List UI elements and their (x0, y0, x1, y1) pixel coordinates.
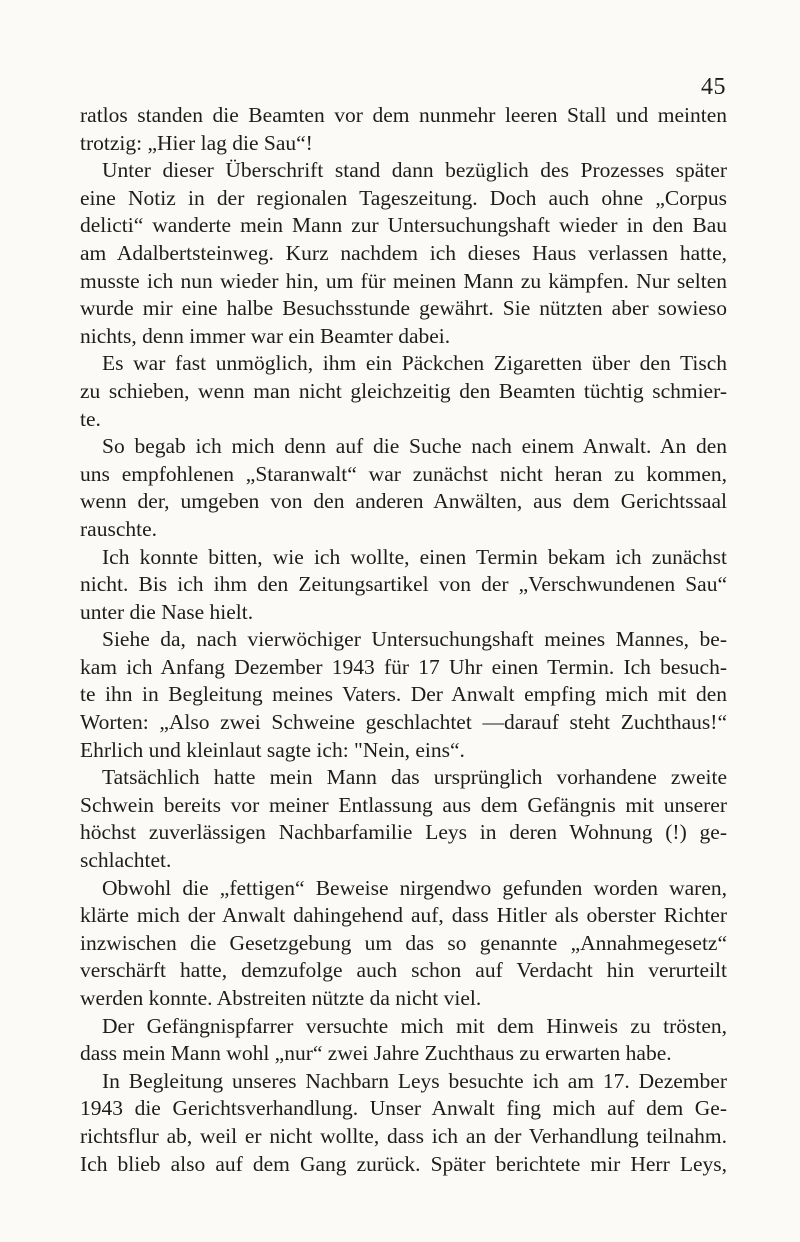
text-line: Obwohl die „fettigen“ Beweise nirgendwo gefunden worden waren, (102, 875, 727, 900)
text-line: Der Gefängnispfarrer versuchte mich mit dem Hinweis zu trösten, (102, 1013, 727, 1038)
text-line: Ich konnte bitten, wie ich wollte, einen Termin bekam ich zunächst (102, 544, 727, 569)
text-line: musste ich nun wieder hin, um für meinen Mann zu kämpfen. Nur selten (80, 268, 727, 293)
text-line: werden konnte. Abstreiten nützte da nicht viel. (80, 986, 482, 1010)
text-line: Unter dieser Überschrift stand dann bezüglich des Prozesses später (102, 158, 727, 183)
text-line: So begab ich mich denn auf die Suche nach einem Anwalt. An den (102, 434, 727, 459)
text-line: unter die Nase hielt. (80, 599, 254, 624)
body-text (80, 102, 727, 1178)
text-line: inzwischen die Gesetzgebung um das so genannte „Annahmegesetz“ (80, 930, 727, 955)
text-line: am Adalbertsteinweg. Kurz nachdem ich dieses Haus verlassen hatte, (80, 240, 727, 265)
text-line: uns empfohlenen „Staranwalt“ war zunächst nicht heran zu kommen, (80, 461, 727, 486)
text-line: nicht. Bis ich ihm den Zeitungsartikel von der „Verschwundenen Sau“ (80, 572, 727, 597)
text-line: ratlos standen die Beamten vor dem nunmehr leeren Stall und meinten (80, 103, 727, 127)
text-line: eine Notiz in der regionalen Tageszeitung. Doch auch ohne „Corpus (80, 185, 727, 210)
text-line: richtsflur ab, weil er nicht wollte, dass ich an der Verhandlung teilnahm. (80, 1123, 727, 1148)
page-number: 45 (701, 74, 726, 100)
text-line: höchst zuverlässigen Nachbarfamilie Leys in deren Wohnung (!) ge- (80, 820, 727, 845)
text-line: In Begleitung unseres Nachbarn Leys besuchte ich am 17. Dezember (102, 1068, 727, 1093)
text-line: Siehe da, nach vierwöchiger Untersuchungshaft meines Mannes, be- (102, 627, 727, 652)
text-line: trotzig: „Hier lag die Sau“! (80, 130, 313, 155)
text-line: rauschte. (80, 516, 158, 541)
text-line: kam ich Anfang Dezember 1943 für 17 Uhr einen Termin. Ich besuch- (80, 654, 727, 679)
text-line: klärte mich der Anwalt dahingehend auf, dass Hitler als oberster Richter (80, 903, 727, 928)
text-line: Tatsächlich hatte mein Mann das ursprünglich vorhandene zweite (102, 765, 727, 790)
text-line: wurde mir eine halbe Besuchsstunde gewährt. Sie nützten aber sowieso (80, 296, 727, 321)
text-line: Ich blieb also auf dem Gang zurück. Später berichtete mir Herr Leys, (80, 1151, 727, 1176)
text-line: te. (80, 406, 101, 431)
text-line: nichts, denn immer war ein Beamter dabei. (80, 323, 451, 348)
text-line: delicti“ wanderte mein Mann zur Untersuchungshaft wieder in den Bau (80, 213, 727, 238)
text-line: zu schieben, wenn man nicht gleichzeitig den Beamten tüchtig schmier- (80, 378, 727, 403)
text-line: dass mein Mann wohl „nur“ zwei Jahre Zuchthaus zu erwarten habe. (80, 1041, 672, 1066)
text-line: te ihn in Begleitung meines Vaters. Der Anwalt empfing mich mit den (80, 682, 727, 707)
text-line: Es war fast unmöglich, ihm ein Päckchen Zigaretten über den Tisch (102, 351, 727, 376)
text-line: verschärft hatte, demzufolge auch schon auf Verdacht hin verurteilt (80, 958, 727, 983)
text-line: Worten: „Also zwei Schweine geschlachtet —darauf steht Zuchthaus!“ (80, 710, 727, 735)
text-line: 1943 die Gerichtsverhandlung. Unser Anwalt fing mich auf dem Ge- (80, 1096, 727, 1121)
text-line: wenn der, umgeben von den anderen Anwälten, aus dem Gerichtssaal (80, 489, 727, 514)
text-line: schlachtet. (80, 848, 172, 873)
text-line: Ehrlich und kleinlaut sagte ich: "Nein, eins“. (80, 737, 465, 762)
text-line: Schwein bereits vor meiner Entlassung aus dem Gefängnis mit unserer (80, 792, 727, 817)
